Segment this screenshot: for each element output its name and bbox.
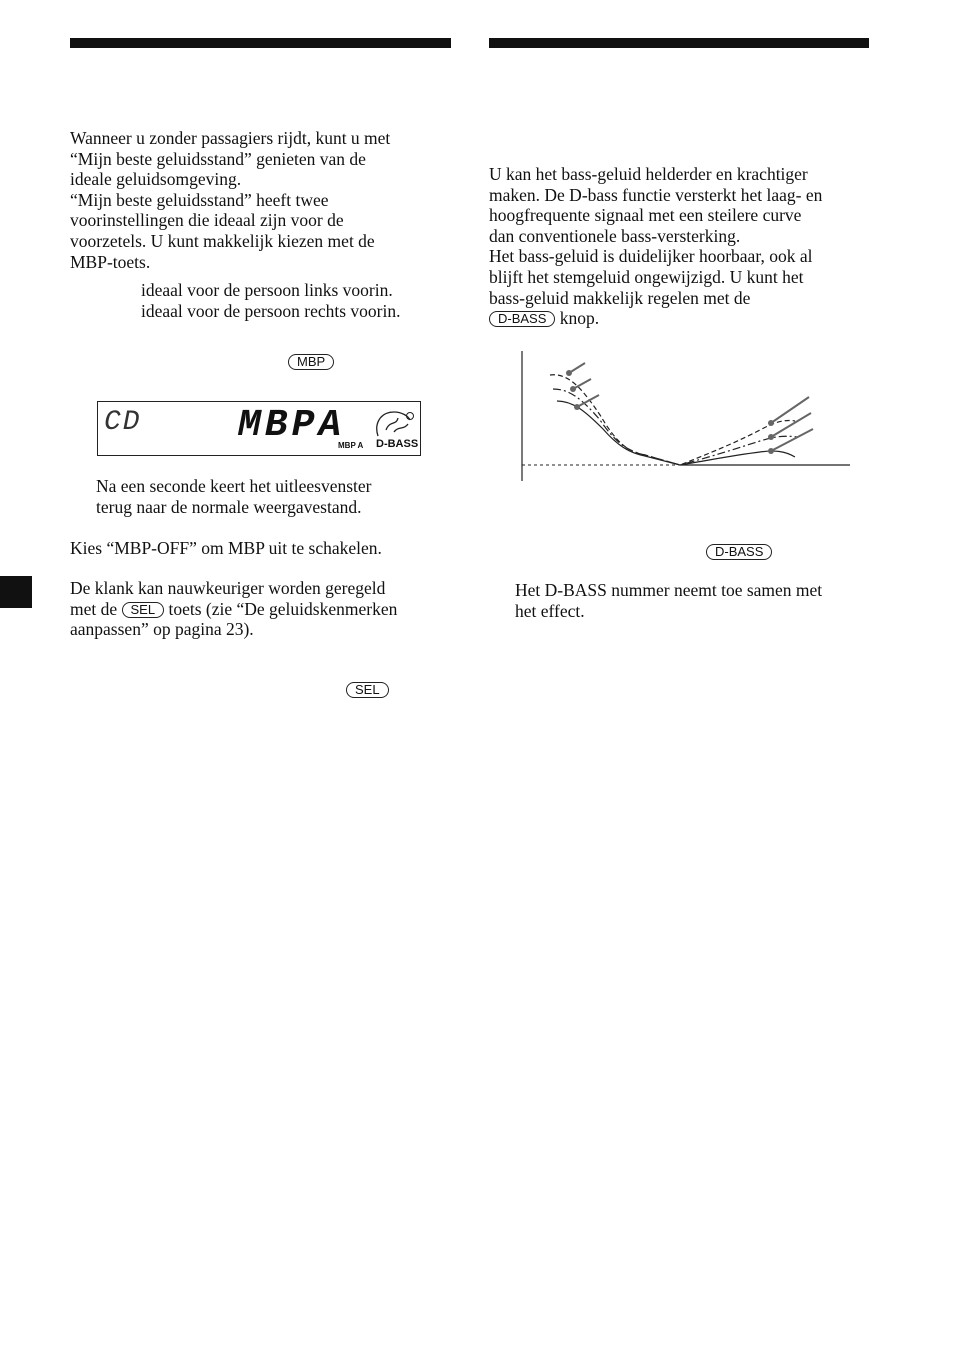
curve-leader bbox=[569, 363, 585, 373]
text-line: voorzetels. U kunt makkelijk kiezen met de bbox=[70, 230, 375, 251]
text-line: maken. De D-bass functie versterkt het laag- en bbox=[489, 184, 823, 205]
text-line: terug naar de normale weergavestand. bbox=[96, 496, 362, 517]
text-line: dan conventionele bass-versterking. bbox=[489, 225, 741, 246]
text-line: hoogfrequente signaal met een steilere curve bbox=[489, 205, 802, 226]
sel-key-wrap bbox=[346, 679, 389, 700]
dbass-key-wrap bbox=[706, 541, 772, 562]
dbass-indicator-icon bbox=[368, 406, 418, 440]
display-return-note bbox=[96, 476, 372, 517]
display-dbass-label: D-BASS bbox=[376, 438, 419, 450]
text-line: bass-geluid makkelijk regelen met de bbox=[489, 287, 751, 308]
curve-leader bbox=[577, 395, 599, 407]
right-intro bbox=[489, 164, 822, 329]
dbass-key-inline[interactable]: D-BASS bbox=[489, 311, 555, 327]
page-tab-marker bbox=[0, 576, 32, 608]
text-line: voorinstellingen die ideaal zijn voor de bbox=[70, 210, 344, 231]
sel-key[interactable]: SEL bbox=[346, 682, 389, 698]
dbass-curve-diagram bbox=[505, 345, 855, 485]
text-line: MBP-toets. bbox=[70, 251, 151, 272]
text-line: Wanneer u zonder passagiers rijdt, kunt u met bbox=[70, 128, 391, 148]
display-sub: MBP A bbox=[338, 441, 364, 450]
display-main: MBPA bbox=[238, 404, 346, 447]
text-line: het effect. bbox=[515, 600, 585, 621]
sel-key-inline[interactable]: SEL bbox=[122, 602, 165, 618]
text-line: Het bass-geluid is duidelijker hoorbaar, ook al bbox=[489, 246, 813, 267]
dbass-key[interactable]: D-BASS bbox=[706, 544, 772, 560]
text-line: De klank kan nauwkeuriger worden geregeld bbox=[70, 578, 386, 598]
preset-a-text: ideaal voor de persoon links voorin. bbox=[141, 280, 393, 300]
mbp-key[interactable]: MBP bbox=[288, 354, 334, 370]
left-intro bbox=[70, 128, 390, 272]
dbass-curve-high bbox=[550, 375, 795, 465]
display-window bbox=[97, 401, 421, 456]
text-line: blijft het stemgeluid ongewijzigd. U kunt het bbox=[489, 266, 804, 287]
sel-tip bbox=[70, 578, 397, 640]
display-source: CD bbox=[104, 407, 142, 438]
text-line: D-BASS knop. bbox=[489, 308, 822, 329]
preset-b-text: ideaal voor de persoon rechts voorin. bbox=[141, 300, 401, 321]
text-line: met de SEL toets (zie “De geluidskenmerken bbox=[70, 598, 398, 619]
left-section-bar bbox=[70, 38, 451, 48]
mbp-key-wrap bbox=[288, 351, 334, 372]
text-line: ideale geluidsomgeving. bbox=[70, 169, 242, 190]
dbass-result-note bbox=[515, 580, 822, 621]
text-line: Na een seconde keert het uitleesvenster bbox=[96, 476, 372, 496]
text-line: U kan het bass-geluid helderder en krachtiger bbox=[489, 164, 808, 184]
mbp-off-note: Kies “MBP-OFF” om MBP uit te schakelen. bbox=[70, 538, 382, 558]
right-section-bar bbox=[489, 38, 869, 48]
preset-list bbox=[141, 280, 401, 321]
text-line: “Mijn beste geluidsstand” heeft twee bbox=[70, 189, 329, 210]
text-line: “Mijn beste geluidsstand” genieten van de bbox=[70, 148, 366, 169]
text-line: aanpassen” op pagina 23). bbox=[70, 619, 254, 640]
text-line: Het D-BASS nummer neemt toe samen met bbox=[515, 580, 823, 600]
curve-leader bbox=[771, 397, 809, 423]
dbass-curve-low bbox=[557, 401, 795, 465]
